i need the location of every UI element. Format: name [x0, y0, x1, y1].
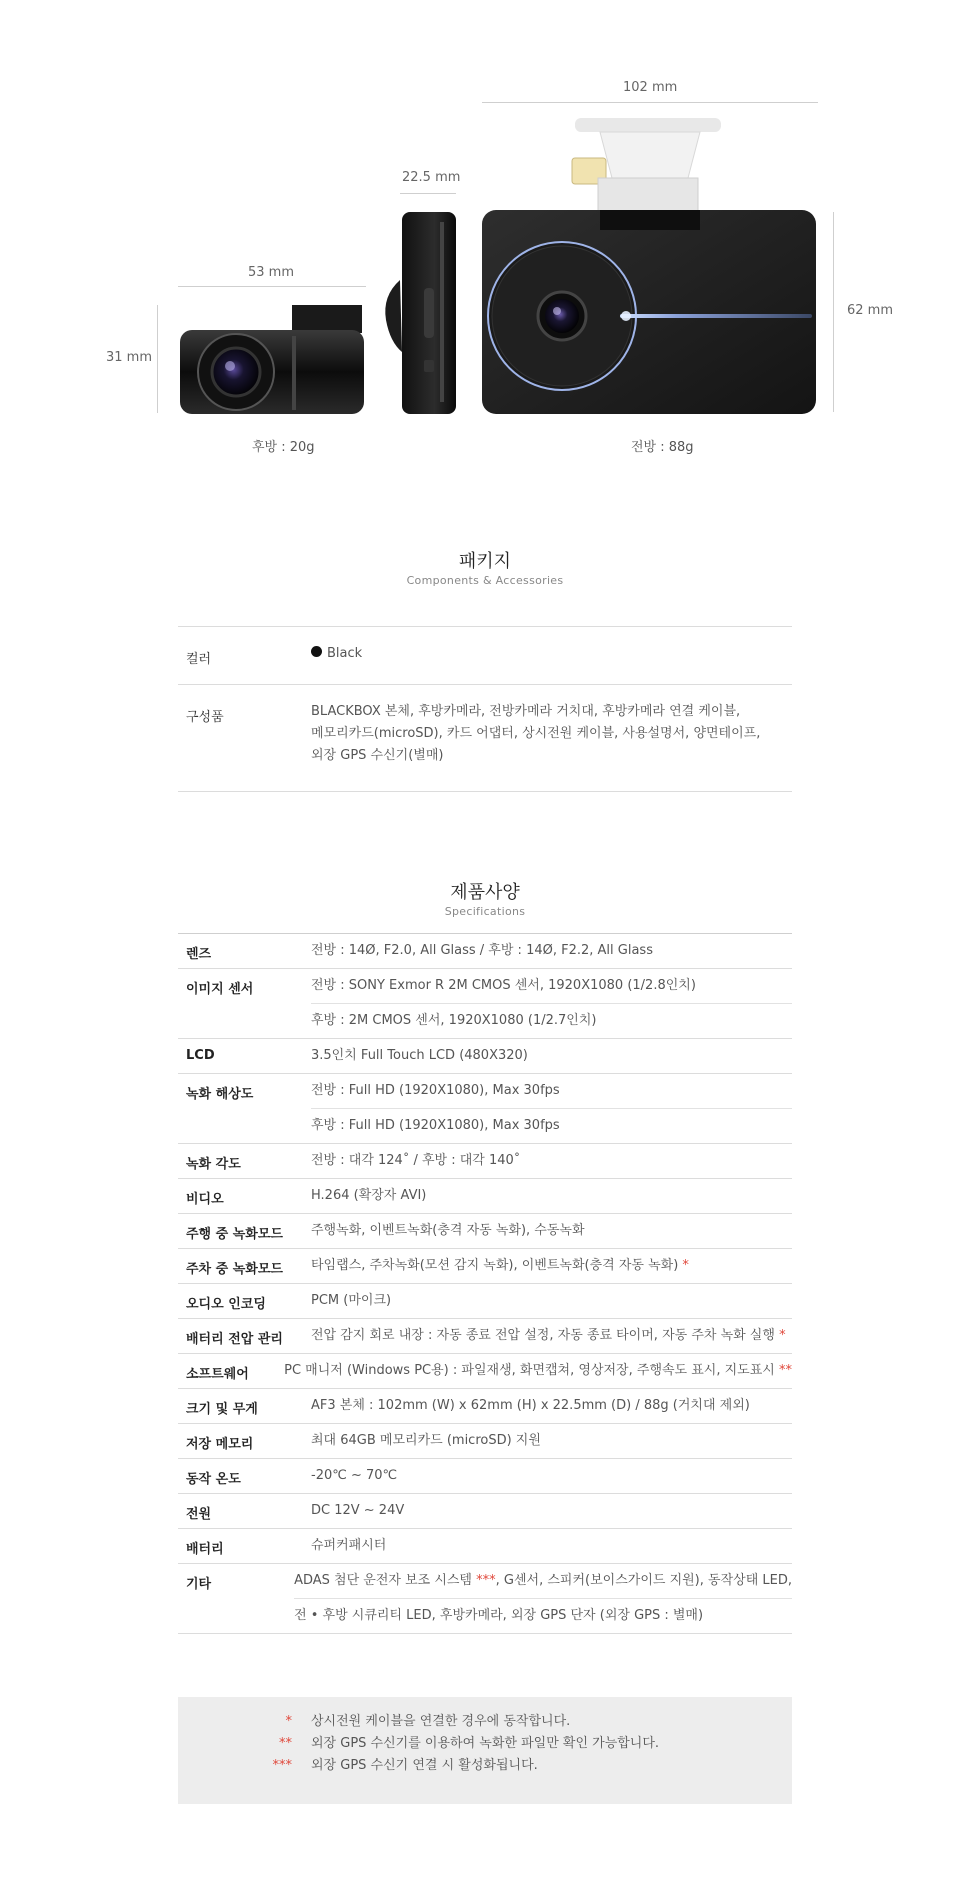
front-height-line — [833, 212, 834, 412]
front-width-label: 102 mm — [623, 80, 678, 95]
front-width-line — [482, 102, 818, 103]
spec-value — [311, 1494, 792, 1528]
spec-value — [311, 934, 792, 968]
spec-row — [178, 1354, 792, 1389]
spec-value-text: 전방 : 대각 124˚ / 후방 : 대각 140˚ — [311, 1153, 521, 1168]
spec-values — [311, 1284, 792, 1318]
spec-value-text: 전방 : 14Ø, F2.0, All Glass / 후방 : 14Ø, F2.2, All Glass — [311, 943, 653, 958]
spec-value — [311, 969, 792, 1003]
package-contents-line: 외장 GPS 수신기(별매) — [311, 748, 444, 763]
spec-label: 이미지 센서 — [186, 982, 254, 997]
spec-label: 소프트웨어 — [186, 1367, 249, 1382]
spec-label: 렌즈 — [186, 947, 212, 962]
spec-row — [178, 1529, 792, 1564]
spec-value-text: 후방 : 2M CMOS 센서, 1920X1080 (1/2.7인치) — [311, 1013, 597, 1028]
spec-value — [311, 1459, 792, 1493]
spec-values — [311, 1494, 792, 1528]
spec-values — [311, 1529, 792, 1563]
spec-row — [178, 1564, 792, 1634]
spec-value-text: 3.5인치 Full Touch LCD (480X320) — [311, 1048, 528, 1063]
spec-value-text: 타임랩스, 주차녹화(모션 감지 녹화), 이벤트녹화(충격 자동 녹화) — [311, 1258, 679, 1273]
spec-row — [178, 1039, 792, 1074]
specs-subtitle: Specifications — [444, 905, 526, 918]
spec-value-text: 전 • 후방 시큐리티 LED, 후방카메라, 외장 GPS 단자 (외장 GPS : 별매) — [294, 1608, 704, 1623]
rear-width-line — [178, 286, 366, 287]
rear-height-label: 31 mm — [106, 350, 153, 365]
footnote-mark: * — [774, 1328, 786, 1343]
footnote-mark: * — [678, 1258, 689, 1273]
package-contents-line: BLACKBOX 본체, 후방카메라, 전방카메라 거치대, 후방카메라 연결 케이블, — [311, 704, 741, 719]
package-contents-label: 구성품 — [186, 710, 224, 725]
spec-values — [311, 1074, 792, 1143]
spec-value-text: PC 매니저 (Windows PC용) : 파일재생, 화면캡쳐, 영상저장, 주행속도 표시, 지도표시 — [284, 1363, 775, 1378]
spec-label: 기타 — [186, 1577, 212, 1592]
spec-values — [311, 1249, 792, 1283]
footnote-mark: *** — [272, 1758, 292, 1773]
spec-label: 녹화 각도 — [186, 1157, 241, 1172]
spec-row — [178, 1179, 792, 1214]
spec-values — [311, 1459, 792, 1493]
package-color-row — [178, 626, 792, 685]
spec-row — [178, 1389, 792, 1424]
spec-value-text: 최대 64GB 메모리카드 (microSD) 지원 — [311, 1433, 541, 1448]
package-title: 패키지 — [458, 551, 512, 572]
spec-row — [178, 1214, 792, 1249]
rear-weight-label: 후방 : 20g — [252, 440, 315, 455]
footnote-item — [178, 1733, 792, 1755]
spec-value — [311, 1529, 792, 1563]
spec-value — [311, 1214, 792, 1248]
spec-values — [311, 1144, 792, 1178]
front-height-label: 62 mm — [847, 303, 894, 318]
spec-value-text: 주행녹화, 이벤트녹화(충격 자동 녹화), 수동녹화 — [311, 1223, 585, 1238]
footnote-mark: *** — [476, 1573, 496, 1588]
footnote-mark: * — [285, 1714, 292, 1729]
package-contents-list — [311, 701, 760, 767]
spec-value — [311, 1179, 792, 1213]
spec-label: LCD — [186, 1048, 215, 1063]
specs-table — [178, 933, 792, 1634]
specs-title: 제품사양 — [450, 882, 520, 903]
spec-values — [311, 934, 792, 968]
spec-value-text: 전방 : Full HD (1920X1080), Max 30fps — [311, 1083, 560, 1098]
depth-line — [400, 193, 456, 194]
spec-row — [178, 1459, 792, 1494]
spec-row — [178, 1249, 792, 1284]
footnotes-box — [178, 1697, 792, 1804]
spec-label: 배터리 — [186, 1542, 224, 1557]
spec-value-text: H.264 (확장자 AVI) — [311, 1188, 427, 1203]
spec-label: 오디오 인코딩 — [186, 1297, 266, 1312]
spec-row — [178, 969, 792, 1039]
spec-value-text: 후방 : Full HD (1920X1080), Max 30fps — [311, 1118, 560, 1133]
spec-row — [178, 1424, 792, 1459]
spec-value — [311, 1003, 792, 1038]
spec-value — [311, 1039, 792, 1073]
spec-value — [311, 1144, 792, 1178]
front-weight-label: 전방 : 88g — [631, 440, 694, 455]
spec-row — [178, 1494, 792, 1529]
spec-value-text: ADAS 첨단 운전자 보조 시스템 ***, G센서, 스피커(보이스가이드 지원), 동작상태 LED, — [294, 1573, 792, 1588]
footnote-item — [178, 1755, 792, 1777]
spec-value — [311, 1424, 792, 1458]
spec-value-text: -20℃ ~ 70℃ — [311, 1468, 398, 1483]
spec-values — [284, 1354, 792, 1388]
package-color-text: Black — [327, 646, 363, 661]
spec-values — [311, 1389, 792, 1423]
package-subtitle: Components & Accessories — [406, 574, 564, 587]
package-color-label: 컬러 — [186, 652, 212, 667]
spec-row — [178, 1144, 792, 1179]
package-contents-line: 메모리카드(microSD), 카드 어댑터, 상시전원 케이블, 사용설명서, 양면테이프, — [311, 726, 761, 741]
rear-height-line — [157, 305, 158, 413]
spec-label: 크기 및 무게 — [186, 1402, 258, 1417]
spec-row — [178, 1319, 792, 1354]
spec-row — [178, 1074, 792, 1144]
spec-label: 녹화 해상도 — [186, 1087, 254, 1102]
spec-label: 배터리 전압 관리 — [186, 1332, 283, 1347]
color-swatch-icon — [311, 646, 322, 657]
spec-label: 주차 중 녹화모드 — [186, 1262, 283, 1277]
footnote-text: 외장 GPS 수신기를 이용하여 녹화한 파일만 확인 가능합니다. — [311, 1736, 660, 1751]
spec-row — [178, 1284, 792, 1319]
spec-value — [311, 1249, 792, 1283]
spec-value — [311, 1108, 792, 1143]
spec-values — [311, 1214, 792, 1248]
spec-values — [311, 1179, 792, 1213]
spec-label: 저장 메모리 — [186, 1437, 254, 1452]
spec-value — [294, 1598, 792, 1633]
spec-label: 비디오 — [186, 1192, 224, 1207]
spec-values — [311, 1319, 792, 1353]
spec-value-text: 슈퍼커패시터 — [311, 1538, 387, 1553]
spec-value-text: 전압 감지 회로 내장 : 자동 종료 전압 설정, 자동 종료 타이머, 자동 주차 녹화 실행 — [311, 1328, 775, 1343]
depth-label: 22.5 mm — [402, 170, 461, 185]
spec-label: 동작 온도 — [186, 1472, 241, 1487]
front-camera-image — [480, 118, 818, 416]
package-color-value — [311, 643, 362, 665]
spec-values — [311, 1039, 792, 1073]
spec-values — [311, 969, 792, 1038]
spec-value — [311, 1319, 792, 1353]
package-contents-row — [178, 684, 792, 792]
spec-value-text: PCM (마이크) — [311, 1293, 392, 1308]
spec-value-text: DC 12V ~ 24V — [311, 1503, 405, 1518]
spec-row — [178, 934, 792, 969]
rear-camera-image — [180, 300, 366, 416]
spec-value — [284, 1354, 792, 1388]
spec-values — [311, 1424, 792, 1458]
spec-value — [311, 1389, 792, 1423]
spec-value — [311, 1074, 792, 1108]
side-view-image — [380, 210, 460, 416]
spec-values — [294, 1564, 792, 1633]
spec-label: 주행 중 녹화모드 — [186, 1227, 283, 1242]
footnote-text: 상시전원 케이블을 연결한 경우에 동작합니다. — [311, 1714, 571, 1729]
spec-value-text: 전방 : SONY Exmor R 2M CMOS 센서, 1920X1080 (1/2.8인치) — [311, 978, 696, 993]
spec-value — [311, 1284, 792, 1318]
spec-label: 전원 — [186, 1507, 212, 1522]
footnote-mark: ** — [774, 1363, 792, 1378]
spec-value — [294, 1564, 792, 1598]
rear-width-label: 53 mm — [248, 265, 295, 280]
footnote-mark: ** — [279, 1736, 292, 1751]
spec-value-text: AF3 본체 : 102mm (W) x 62mm (H) x 22.5mm (D) / 88g (거치대 제외) — [311, 1398, 750, 1413]
footnote-text: 외장 GPS 수신기 연결 시 활성화됩니다. — [311, 1758, 538, 1773]
footnote-item — [178, 1711, 792, 1733]
